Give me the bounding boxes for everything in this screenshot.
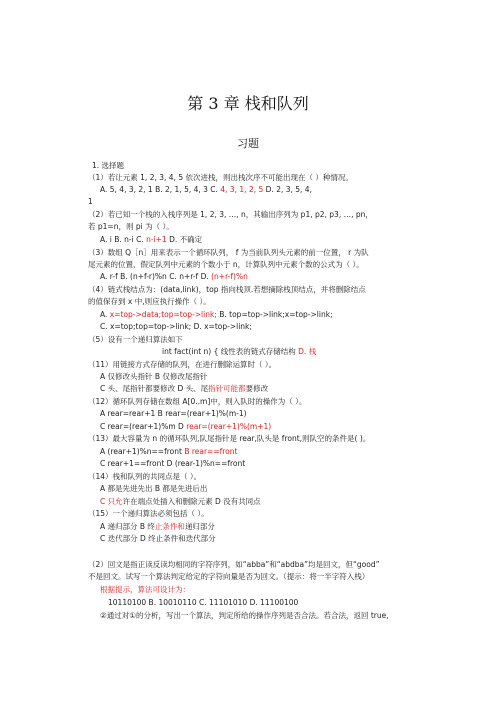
options-line: C rear+1==front D (rear-1)%n==front: [100, 459, 246, 468]
code-text: int fact(int n) { 线性表的链式存储结构: [162, 347, 299, 356]
options-line: [100, 384, 268, 394]
question-line: （4）链式栈结点为：(data,link)，top 指向栈顶.若想摘除栈顶结点，并将删除结点: [88, 285, 366, 294]
code-line: [162, 347, 316, 357]
answer-highlight: 4, 3, 1, 2, 5: [220, 185, 264, 194]
text-line: 的值保存到 x 中,则应执行操作（ ）。: [88, 297, 211, 306]
option-text: A. r-f B. (n+f-r)%n C. n+r-f D.: [100, 272, 212, 281]
option-text: A (rear+1)%n==front: [100, 447, 185, 456]
option-text: 要修改: [245, 384, 269, 393]
question-line: （2）若已知一个栈的入栈序列是 1, 2, 3, …, n，其输出序列为 p1, p2, p3, …, pn，: [88, 210, 373, 219]
answer-highlight: rear=(rear+1)%(m+1): [186, 422, 272, 431]
chapter-title: 第 3 章 栈和队列: [187, 94, 309, 113]
option-text: B. top=top->link;x=top->link;: [216, 310, 333, 319]
section-heading: 1. 选择题: [92, 161, 125, 170]
answer-highlight: 指针可能都: [208, 384, 246, 393]
section-title: 习题: [237, 137, 259, 150]
answer-note: 根据提示，算法可设计为：: [100, 585, 190, 594]
answer-highlight: n-i+1: [146, 235, 167, 244]
answer-highlight: 止条件和: [154, 522, 185, 531]
option-text: A. 5, 4, 3, 2, 1 B. 2, 1, 5, 4, 3 C.: [100, 185, 221, 194]
option-text: 许在端点处插入和删除元素: [122, 497, 213, 506]
answer-highlight: (n+r-f)%n: [211, 272, 248, 281]
answer-highlight: C 只允: [100, 497, 123, 506]
question-line: （14）栈和队列的共同点是（ ）。: [88, 472, 202, 481]
question-line: （1）若让元素 1, 2, 3, 4, 5 依次进栈，则出栈次序不可能出现在（ ）种情况。: [88, 173, 353, 182]
options-line: [100, 272, 248, 282]
options-line: A 都是先进先出 B 都是先进后出: [100, 484, 208, 493]
options-line: [100, 497, 261, 507]
text-line: 1: [88, 197, 93, 206]
options-line: [100, 422, 271, 432]
question-line: （2）回文是指正读反读均相同的字符序列，如“abba”和“abdba”均是回文，但“good”: [88, 560, 380, 569]
question-line: （11）用链接方式存储的队列，在进行删除运算时（ ）。: [88, 360, 277, 369]
option-text: C 头、尾指针都要修改 D 头、尾: [100, 384, 209, 393]
option-text: A 递归部分 B 终: [100, 522, 155, 531]
options-line: C. x=top;top=top->link; D. x=top->link;: [100, 322, 252, 331]
question-line: （3）数组 Q［n］用来表示一个循环队列， f 为当前队列头元素的前一位置， r 为队: [88, 248, 369, 257]
option-text: 递归部分: [184, 522, 215, 531]
options-line: [100, 522, 215, 532]
option-text: C rear=(rear+1)%m D: [100, 422, 187, 431]
options-line: [100, 447, 237, 457]
option-text: D. 2, 3, 5, 4,: [263, 185, 312, 194]
answer-highlight: x=top->data;top=top->link;: [109, 310, 217, 319]
options-line: A rear=rear+1 B rear=(rear+1)%(m-1): [100, 409, 247, 418]
text-line: 若 p1=n，则 pi 为（ ）。: [88, 222, 174, 231]
options-line: [100, 310, 333, 320]
answer-highlight: D. 栈: [298, 347, 317, 356]
options-line: A 仅修改头指针 B 仅修改尾指针: [100, 372, 208, 381]
answer-highlight: B rear==front: [184, 447, 238, 456]
option-text: A. i B. n-i C.: [100, 235, 147, 244]
options-line: [100, 185, 312, 195]
question-line: （12）循环队列存储在数组 A[0..m]中，则入队时的操作为（ ）。: [88, 397, 307, 406]
option-text: D. 不确定: [166, 235, 203, 244]
question-line: ②通过对①的分析，写出一个算法，判定所给的操作序列是否合法。若合法，返回 true,: [100, 611, 389, 620]
options-line: [100, 235, 202, 245]
question-line: （5）设有一个递归算法如下: [88, 335, 183, 344]
question-line: （15）一个递归算法必须包括（ ）。: [88, 509, 209, 518]
option-text: D 没有共同点: [212, 497, 261, 506]
text-line: 不是回文。试写一个算法判定给定的字符向量是否为回文。（提示：将一半字符入栈）: [88, 572, 370, 581]
option-text: A.: [100, 310, 110, 319]
options-line: C 迭代部分 D 终止条件和迭代部分: [100, 534, 216, 543]
options-line: 10110100 B. 10010110 C. 11101010 D. 11100100: [108, 598, 299, 607]
text-line: 尾元素的位置，假定队列中元素的个数小于 n，计算队列中元素个数的公式为（ ）。: [88, 260, 364, 269]
question-line: （13）最大容量为 n 的循环队列,队尾指针是 rear,队头是 front,则队空的条件是( )。: [88, 434, 371, 443]
